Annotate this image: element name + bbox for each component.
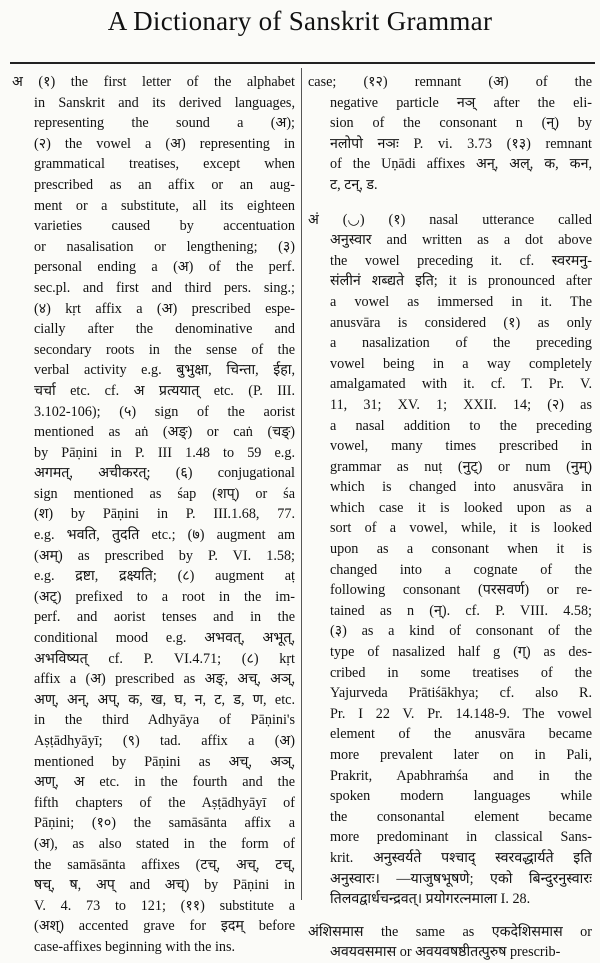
text-line: Yajurveda Prātiśākhya; cf. also R. xyxy=(330,685,592,702)
text-line: नलोपो नञः P. vi. 3.73 (१३) remnant xyxy=(330,135,592,152)
text-line: (श) by Pāṇini in P. III.1.68, 77. xyxy=(34,506,295,523)
text-line: (४) kṛt affix a (अ) prescribed espe- xyxy=(34,300,295,317)
text-line: 3.102-106); (५) sign of the aorist xyxy=(34,403,295,420)
text-line: a nasal addition to the preceding xyxy=(330,417,592,434)
text-line: by Pāṇini in P. III 1.48 to 59 e.g. xyxy=(34,444,295,461)
column-divider xyxy=(301,68,302,900)
text-line: (अट्) prefixed to a root in the im- xyxy=(34,588,295,605)
text-line: Pr. I 22 V. Pr. 14.148-9. The vowel xyxy=(330,705,592,722)
text-line: a nasalization of the preceding xyxy=(330,335,592,352)
text-line: anusvāra is considered (१) as only xyxy=(330,314,592,331)
text-line: changed into a cognate of the xyxy=(330,561,592,578)
text-line: अनुस्वार and written as a dot above xyxy=(330,232,592,249)
text-line: अंशिसमास the same as एकदेशिसमास or xyxy=(308,923,592,940)
text-line: mentioned by Pāṇini as अच्, अञ्, xyxy=(34,753,295,770)
text-line: (अश्) accented grave for इदम् before xyxy=(34,918,295,935)
text-line: (२) the vowel a (अ) representing in xyxy=(34,135,295,152)
text-line: krit. अनुस्वर्यते पश्चाद् स्वरवद्धार्यते इति xyxy=(330,849,592,866)
text-line: Pāṇini; (१०) the samāsānta affix a xyxy=(34,815,295,832)
text-line: secondary roots in the sense of the xyxy=(34,341,295,358)
text-line: षच्, ष, अप् and अच्) by Pāṇini in xyxy=(34,877,295,894)
text-line: in Sanskrit and its derived languages, xyxy=(34,94,295,111)
text-line: the samāsānta affixes (टच्, अच्, टच्, xyxy=(34,856,295,873)
text-line: अभविष्यत् cf. P. VI.4.71; (८) kṛt xyxy=(34,650,295,667)
text-line: cially after the denominative and xyxy=(34,321,295,338)
text-line: vowel, many times prescribed in xyxy=(330,438,592,455)
text-line: perf. and aorist tenses and in the xyxy=(34,609,295,626)
text-line: 11, 31; XV. 1; XXII. 14; (२) as xyxy=(330,396,592,413)
text-line: spoken modern languages while xyxy=(330,788,592,805)
text-line: अण्, अन्, अप्, क, ख, घ, न, ट, ड, ण, etc. xyxy=(34,691,295,708)
text-line: of the Uṇādi affixes अन्, अल्, क, कन, xyxy=(330,156,592,173)
text-line: which is changed into anusvāra in xyxy=(330,479,592,496)
text-line: negative particle नञ् after the eli- xyxy=(330,94,592,111)
text-line: conditional mood e.g. अभवत्, अभूत्, xyxy=(34,630,295,647)
text-line: case-affixes beginning with the ins. xyxy=(34,938,236,955)
text-line: Prakrit, Apabhraṁśa and in the xyxy=(330,767,592,784)
text-line: अण्, अ etc. in the fourth and the xyxy=(34,774,295,791)
text-line: the consonantal element became xyxy=(330,808,592,825)
text-line: Aṣṭādhyāyī; (९) tad. affix a (अ) xyxy=(34,733,295,749)
text-line: e.g. भवति, तुदति etc.; (७) augment am xyxy=(34,527,295,544)
text-line: ment or a substitute, all its eighteen xyxy=(34,197,295,214)
text-line: sec.pl. and first and third pers. sing.; xyxy=(34,279,295,296)
left-column xyxy=(12,72,295,958)
text-line: grammatical treatises, except when xyxy=(34,156,295,173)
text-line: sign mentioned as śap (शप्) or śa xyxy=(34,485,295,502)
text-line: ट, टन्, ड. xyxy=(330,176,378,193)
entry-a-continuation xyxy=(308,72,592,196)
text-line: cribed in some treatises of the xyxy=(330,664,592,681)
text-line: case; (१२) remnant (अ) of the xyxy=(308,74,592,90)
text-line: sort of a vowel, while, it is looked xyxy=(330,520,592,537)
text-line: affix a (अ) prescribed as अङ्, अच्, अञ्, xyxy=(34,671,295,688)
text-line: (३) as a kind of consonant of the xyxy=(330,623,592,640)
text-line: vowel being in a way completely xyxy=(330,355,592,372)
text-line: sion of the consonant n (न्) by xyxy=(330,115,592,132)
text-line: upon as a consonant when it is xyxy=(330,541,592,558)
text-line: अं (◡) (१) nasal utterance called xyxy=(308,211,592,228)
text-line: अनुस्वारः। —याजुषभूषणे; एको बिन्दुरनुस्वारः xyxy=(330,870,592,887)
text-line: चर्चा etc. cf. अ प्रत्ययात् etc. (P. III. xyxy=(34,382,295,399)
text-line: (अम्) as prescribed by P. VI. 1.58; xyxy=(34,547,295,564)
text-line: (अ), as also stated in the form of xyxy=(34,835,295,852)
text-line: representing the sound a (अ); xyxy=(34,115,295,132)
text-line: grammar as nuṭ (नुट्) or num (नुम्) xyxy=(330,458,592,475)
text-line: more predominant in classical Sans- xyxy=(330,829,592,846)
text-line: V. 4. 73 to 121; (११) substitute a xyxy=(34,897,295,914)
text-line: तिलवद्वार्धचन्द्रवत्। प्रयोगरत्नमाला I. 28. xyxy=(330,891,531,908)
text-line: अ (१) the first letter of the alphabet xyxy=(12,74,295,90)
entry-anusvara xyxy=(308,210,592,910)
text-line: a vowel as immersed in it. The xyxy=(330,293,592,310)
page-title: A Dictionary of Sanskrit Grammar xyxy=(107,6,493,36)
text-line: which case it is looked upon as a xyxy=(330,499,592,516)
text-line: अगमत्, अचीकरत्; (६) conjugational xyxy=(34,465,295,482)
text-line: the vowel preceding it. cf. स्वरमनु- xyxy=(330,252,592,269)
text-line: mentioned as aṅ (अङ्) or caṅ (चङ्) xyxy=(34,424,295,441)
text-line: element of the anusvāra became xyxy=(330,726,592,743)
text-line: in the third Adhyāya of Pāṇini's xyxy=(34,712,295,729)
text-line: type of nasalized half g (ग्) as des- xyxy=(330,644,592,661)
text-line: अवयवसमास or अवयवषष्ठीतत्पुरुष prescrib- xyxy=(330,944,561,961)
text-line: e.g. द्रष्टा, द्रक्ष्यति; (८) augment aṭ xyxy=(34,568,295,585)
right-column xyxy=(308,72,592,963)
text-line: personal ending a (अ) of the perf. xyxy=(34,259,295,276)
text-line: fifth chapters of the Aṣṭādhyāyī of xyxy=(34,794,295,811)
text-line: following consonant (परसवर्ण) or re- xyxy=(330,582,592,599)
text-line: tained as n (न्). cf. P. VIII. 4.58; xyxy=(330,602,592,619)
text-line: more prevalent later on in Pali, xyxy=(330,747,592,763)
text-line: amalgamated with it. cf. T. Pr. V. xyxy=(330,376,592,393)
text-line: varieties caused by accentuation xyxy=(34,218,295,235)
text-line: prescribed as an affix or an aug- xyxy=(34,176,295,193)
text-line: संलीनं शब्द्यते इति; it is pronounced after xyxy=(330,273,592,290)
text-line: verbal activity e.g. बुभुक्षा, चिन्ता, ईहा, xyxy=(34,362,295,379)
entry-amshisamasa xyxy=(308,922,592,963)
title-rule xyxy=(10,62,595,64)
text-line: or nasalisation or lengthening; (३) xyxy=(34,238,295,255)
